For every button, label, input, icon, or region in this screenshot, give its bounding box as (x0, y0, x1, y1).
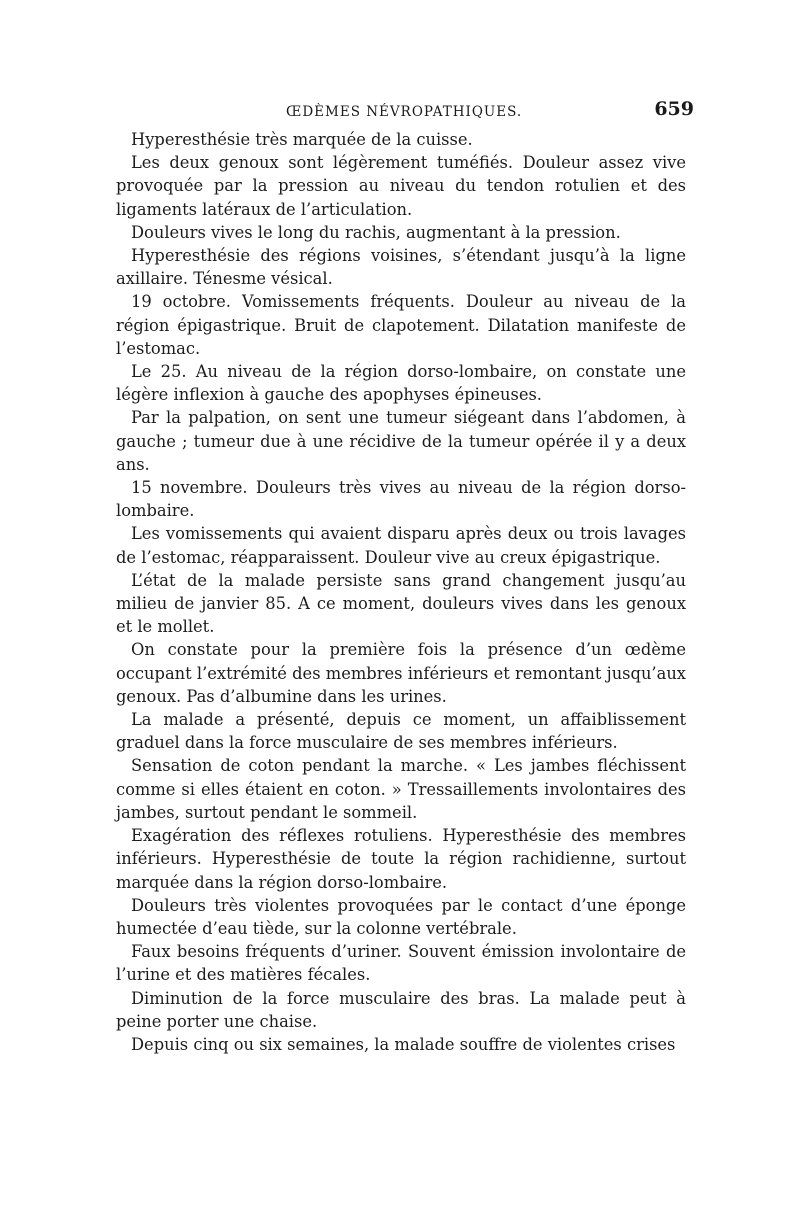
paragraph: 15 novembre. Douleurs très vives au niveau de la région dorso-lombaire. (116, 478, 686, 521)
paragraph: Le 25. Au niveau de la région dorso-lombaire, on constate une légère inflexion à gauche des apophyses épineuses. (116, 362, 686, 405)
paragraph: Exagération des réflexes rotuliens. Hyperesthésie des membres inférieurs. Hyperesthésie de toute la région rachidienne, surtout marquée dans la région dorso-lombaire. (116, 826, 686, 892)
paragraph: Faux besoins fréquents d’uriner. Souvent émission involontaire de l’urine et des matières fécales. (116, 942, 686, 985)
paragraph: Les deux genoux sont légèrement tuméfiés. Douleur assez vive provoquée par la pression au niveau du tendon rotulien et des ligaments latéraux de l’articulation. (116, 153, 686, 219)
running-head (116, 96, 694, 130)
paragraph: Les vomissements qui avaient disparu après deux ou trois lavages de l’estomac, réapparaissent. Douleur vive au creux épigastrique. (116, 524, 686, 567)
page-number: 659 (654, 98, 694, 120)
paragraph: Douleurs vives le long du rachis, augmentant à la pression. (131, 222, 621, 242)
paragraph: Par la palpation, on sent une tumeur siégeant dans l’abdomen, à gauche ; tumeur due à une récidive de la tumeur opérée il y a deux ans. (116, 408, 686, 474)
paragraph: Depuis cinq ou six semaines, la malade souffre de violentes crises (131, 1034, 676, 1054)
paragraph: On constate pour la première fois la présence d’un œdème occupant l’extrémité des membres inférieurs et remontant jusqu’aux genoux. Pas d’albumine dans les urines. (116, 640, 686, 706)
running-title: ŒDÈMES NÉVROPATHIQUES. (286, 104, 523, 120)
paragraph: L’état de la malade persiste sans grand changement jusqu’au milieu de janvier 85. A ce moment, douleurs vives dans les genoux et le mollet. (116, 570, 686, 637)
paragraph: Douleurs très violentes provoquées par le contact d’une éponge humectée d’eau tiède, sur la colonne vertébrale. (116, 895, 686, 938)
paragraph: Diminution de la force musculaire des bras. La malade peut à peine porter une chaise. (116, 988, 686, 1031)
paragraph: Hyperesthésie très marquée de la cuisse. (131, 130, 473, 149)
paragraph: La malade a présenté, depuis ce moment, un affaiblissement graduel dans la force musculaire de ses membres inférieurs. (116, 710, 686, 753)
paragraph: Hyperesthésie des régions voisines, s’étendant jusqu’à la ligne axillaire. Ténesme vésical. (116, 246, 686, 289)
paragraph: 19 octobre. Vomissements fréquents. Douleur au niveau de la région épigastrique. Bruit de clapotement. Dilatation manifeste de l’estomac. (116, 292, 686, 358)
paragraph: Sensation de coton pendant la marche. « Les jambes fléchissent comme si elles étaient en coton. » Tressaillements involontaires des jambes, surtout pendant le sommeil. (116, 756, 686, 822)
body-text (116, 128, 686, 1056)
